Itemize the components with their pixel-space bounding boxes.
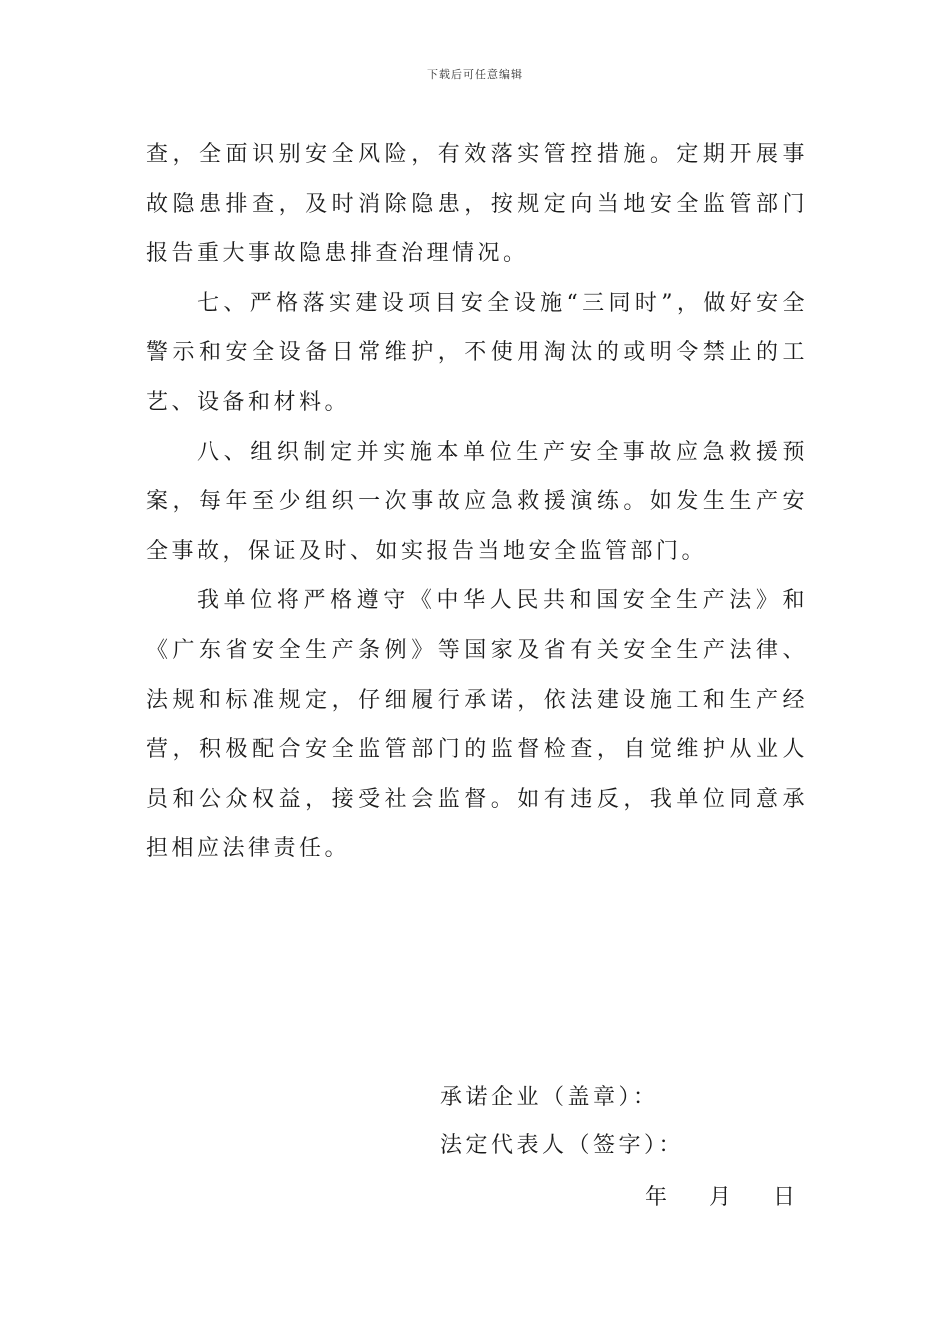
document-body [146,130,808,874]
paragraph-item-seven: 七、严格落实建设项目安全设施“三同时”，做好安全警示和安全设备日常维护，不使用淘汰的或明令禁止的工艺、设备和材料。 [146,290,808,415]
date-month: 月 [709,1185,732,1210]
signature-date [645,1180,795,1211]
paragraph-commitment: 我单位将严格遵守《中华人民共和国安全生产法》和《广东省安全生产条例》等国家及省有关安全生产法律、法规和标准规定，仔细履行承诺，依法建设施工和生产经营，积极配合安全监管部门的监督检查，自觉维护从业人员和公众权益，接受社会监督。如有违反，我单位同意承担相应法律责任。 [146,588,808,862]
signature-company: 承诺企业（盖章）： [440,1085,659,1110]
date-day: 日 [773,1185,796,1210]
header-note: 下载后可任意编辑 [427,68,523,81]
paragraph-item-eight: 八、组织制定并实施本单位生产安全事故应急救援预案，每年至少组织一次事故应急救援演练。如发生生产安全事故，保证及时、如实报告当地安全监管部门。 [146,439,808,564]
date-year: 年 [645,1185,668,1210]
signature-representative: 法定代表人（签字）： [440,1133,685,1158]
paragraph-continuation: 查，全面识别安全风险，有效落实管控措施。定期开展事故隐患排查，及时消除隐患，按规定向当地安全监管部门报告重大事故隐患排查治理情况。 [146,142,808,267]
